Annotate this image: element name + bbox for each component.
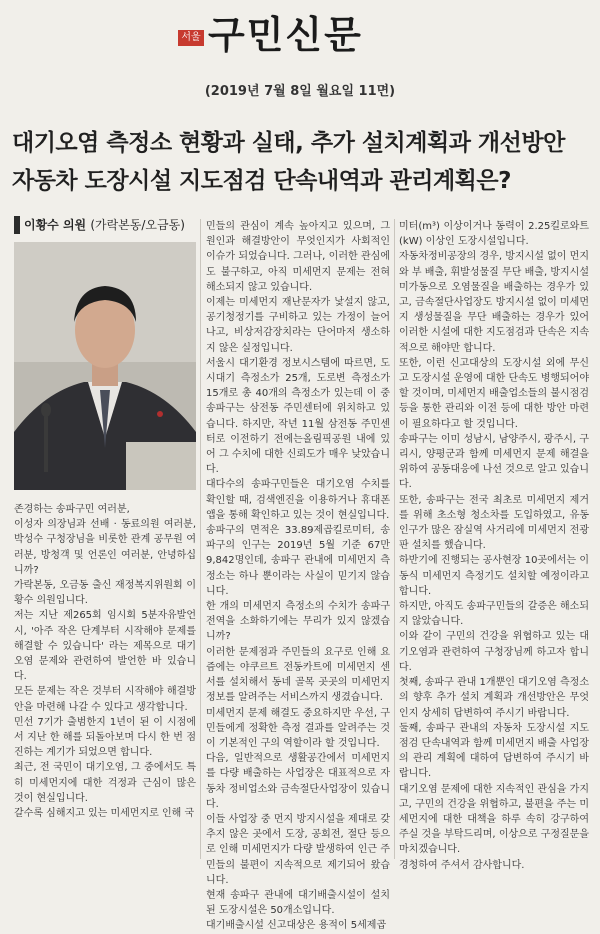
paragraph: 저는 지난 제265회 임시회 5분자유발언시, '아주 작은 단계부터 시작해야 문제를 해결할 수 있습니다' 라는 제목으로 대기오염 문제와 관련하여 발언한 바 있습니다.	[14, 610, 196, 683]
byline	[14, 214, 196, 236]
paragraph: 미세먼지 문제 해결도 중요하지만 우선, 구민들에게 정확한 측정 결과를 알려주는 것이 기본적인 구의 역할이라 할 것입니다.	[206, 707, 390, 749]
paragraph: 다음, 일반적으로 생활공간에서 미세먼지를 다량 배출하는 사업장은 대표적으로 자동차 정비업소와 금속절단사업장이 있습니다.	[206, 753, 390, 810]
byline-bar	[14, 216, 20, 234]
paragraph: 민선 7기가 출범한지 1년이 된 이 시점에서 지난 한 해를 되돌아보며 다시 한 번 점진하는 계기가 되었으면 합니다.	[14, 716, 196, 759]
paragraph: 둘째, 송파구 관내의 자동차 도장시설 지도점검 단속내역과 함께 미세먼지 배출 사업장의 관리 계획에 대하여 답변하여 주시기 바랍니다.	[399, 722, 589, 780]
headline-line-2: 자동차 도장시설 지도점검 단속내역과 관리계획은?	[12, 168, 511, 194]
paragraph: 하지만, 아직도 송파구민들의 갈증은 해소되지 않았습니다.	[399, 601, 589, 628]
paragraph: 이들 사업장 중 먼지 방지시설을 제대로 갖추지 않은 곳에서 도장, 공회전, 절단 등으로 인해 미세먼지가 다량 발생하여 인근 주민들의 불편이 지속적으로 제기되어 왔습니다.	[206, 813, 390, 886]
paragraph: 최근, 전 국민이 대기오염, 그 중에서도 특히 미세먼지에 대한 걱정과 근심이 많은 것이 현실입니다.	[14, 762, 196, 804]
article-column-2	[206, 219, 390, 934]
column-divider	[200, 219, 201, 859]
article-column-1	[14, 214, 196, 821]
paragraph: 한 개의 미세먼지 측정소의 수치가 송파구 전역을 소화하기에는 무리가 있지 않겠습니까?	[206, 601, 390, 643]
publication-dateline: (2019년 7월 8일 월요일 11면)	[204, 84, 396, 99]
paragraph: 현재 송파구 관내에 대기배출시설이 설치된 도장시설은 50개소입니다.	[206, 889, 390, 917]
edition-ribbon: 서울	[178, 30, 204, 46]
paragraph: 가락본동, 오금동 출신 재정복지위원회 이황수 의원입니다.	[14, 580, 196, 607]
column-divider	[394, 219, 395, 859]
paragraph: 또한, 송파구는 전국 최초로 미세먼지 제거를 위해 초소형 청소차를 도입하였고, 유동인구가 많은 잠실역 사거리에 미세먼지 전광판 설치를 했습니다.	[399, 494, 589, 552]
paragraph: 송파구의 면적은 33.89제곱킬로미터, 송파구의 인구는 2019년 5월 기준 67만 9,842명인데, 송파구 관내에 미세먼지 측정소는 하나 뿐이라는 사실이 믿기지 않습니다.	[206, 525, 390, 597]
paragraph: 이제는 미세먼지 재난문자가 낯설지 않고, 공기청정기를 구비하고 있는 가정이 늘어나고, 비상저감장치라는 단어마저 생소하지 않은 실정입니다.	[206, 297, 390, 354]
byline-text	[24, 216, 185, 234]
paragraph: 이와 같이 구민의 건강을 위협하고 있는 대기오염과 관련하여 구청장님께 하고자 합니다.	[399, 631, 589, 673]
paragraph: 또한, 이런 신고대상의 도장시설 외에 무신고 도장시설 운영에 대한 단속도 병행되어야 할 것이며, 미세먼지 배출업소들의 불시점검 등을 통한 관리와 이전 등에 대한 방안 마련이 필요하다고 할 것입니다.	[399, 357, 589, 430]
paragraph: 서울시 대기환경 정보시스템에 따르면, 도시대기 측정소가 25개, 도로변 측정소가 15개로 총 40개의 측정소가 있는데 이 중 송파구는 삼전동 주민센터에 위치하고 있습니다. 하지만, 작년 11월 삼전동 주민센터로 이전하기 전에는올림픽공원 내에 있어 그 수치에 대한 신뢰도가 매우 낮았습니다.	[206, 357, 390, 476]
paragraph: 대기오염 문제에 대한 지속적인 관심을 가지고, 구민의 건강을 위협하고, 불편을 주는 미세먼지에 대한 대책을 하루 속히 강구하여 주실 것을 부탁드리며, 이상으로 구정질문을 마치겠습니다.	[399, 783, 589, 856]
paragraph: 존경하는 송파구민 여러분,	[14, 504, 130, 515]
councilor-district: (가락본동/오금동)	[90, 218, 185, 232]
masthead	[0, 0, 600, 70]
paragraph: 민들의 관심이 계속 높아지고 있으며, 그 원인과 해결방안이 무엇인지가 사회적인 이슈가 되었습니다. 그러나, 이러한 관심에도 불구하고, 아직 미세먼지 문제는 전혀 해소되지 않고 있습니다.	[206, 221, 390, 293]
paragraph: 대다수의 송파구민들은 대기오염 수치를 확인할 때, 검색엔진을 이용하거나 휴대폰 앱을 통해 확인하고 있는 것이 현실입니다.	[206, 479, 390, 521]
paragraph: 대기배출시설 신고대상은 용적이 5세제곱	[206, 920, 387, 932]
paragraph: 첫째, 송파구 관내 1개뿐인 대기오염 측정소의 향후 추가 설치 계획과 개선방안은 무엇인지 상세히 답변하여 주시기 바랍니다.	[399, 677, 589, 719]
headline-line-1: 대기오염 측정소 현황과 실태, 추가 설치계획과 개선방안	[12, 130, 565, 156]
councilor-portrait-photo	[14, 242, 196, 490]
paragraph: 갈수록 심해지고 있는 미세먼지로 인해 국	[14, 808, 195, 820]
paragraph: 자동차정비공장의 경우, 방지시설 없이 먼지와 부 배출, 휘발성물질 무단 배출, 방지시설 미가동으로 오염물질을 배출하는 경우가 있고, 금속절단사업장도 방지시설 없이 미세먼지 생성물질을 무단 배출하는 경우가 있어 이러한 시설에 대한 지도점검과 단속은 지속적으로 해야만 합니다.	[399, 251, 589, 354]
article-headline	[12, 124, 592, 200]
paragraph: 이성자 의장님과 선배 · 동료의원 여러분, 박성수 구청장님을 비롯한 관계 공무원 여러분, 방청객 및 언론인 여러분, 안녕하십니까?	[14, 519, 196, 576]
paragraph: 미터(m³) 이상이거나 동력이 2.25킬로와트(kW) 이상인 도장시설입니다.	[399, 221, 589, 248]
article-column-3	[399, 219, 589, 873]
paragraph: 이러한 문제점과 주민들의 요구로 인해 요즘에는 야쿠르트 전동카트에 미세먼지 센서를 설치해서 동네 골목 곳곳의 미세먼지 정보를 알려주는 서비스까지 생겼습니다.	[206, 646, 390, 704]
portrait-illustration	[14, 242, 196, 490]
paragraph: 송파구는 이미 성남시, 남양주시, 광주시, 구리시, 양평군과 함께 미세먼지 문제 해결을 위하여 공동대응에 나선 것으로 알고 있습니다.	[399, 433, 589, 491]
paragraph: 모든 문제는 작은 것부터 시작해야 해결방안을 마련해 나갈 수 있다고 생각합니다.	[14, 686, 196, 713]
councilor-name: 이황수 의원	[24, 218, 87, 232]
newspaper-logo: 구민신문	[208, 12, 363, 57]
paragraph: 경청하여 주셔서 감사합니다.	[399, 859, 525, 871]
paragraph: 하반기에 진행되는 공사현장 10곳에서는 이동식 미세먼지 측정기도 설치할 예정이라고 합니다.	[399, 555, 589, 597]
